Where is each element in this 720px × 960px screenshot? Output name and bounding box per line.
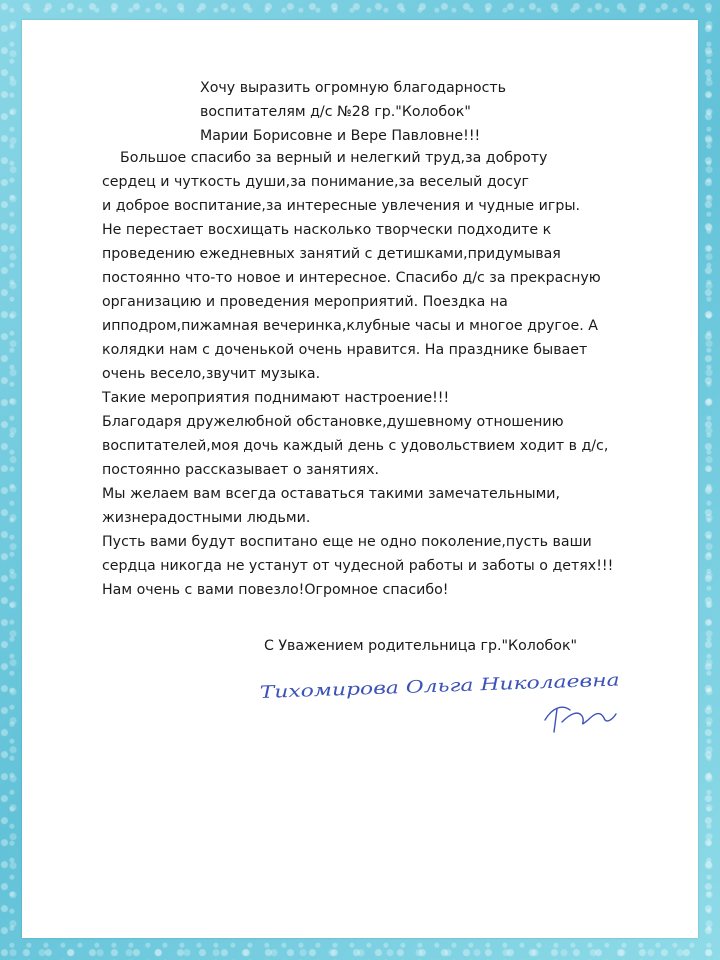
- body-line: ипподром,пижамная вечеринка,клубные часы и многое другое. А: [102, 318, 598, 334]
- heading-line: Хочу выразить огромную благодарность: [200, 80, 507, 96]
- body-line: сердец и чуткость души,за понимание,за веселый досуг: [102, 174, 529, 190]
- body-line: Большое спасибо за верный и нелегкий труд,за доброту: [102, 150, 548, 166]
- body-line: организацию и проведения мероприятий. Поездка на: [102, 294, 508, 310]
- body-line: Пусть вами будут воспитано еще не одно поколение,пусть ваши: [102, 534, 592, 550]
- body-line: Не перестает восхищать насколько творчески подходите к: [102, 222, 552, 238]
- signature-scribble-icon: [545, 707, 616, 732]
- handwritten-name: Тихомирова Ольга Николаевна: [259, 673, 541, 703]
- body-line: сердца никогда не устанут от чудесной работы и заботы о детях!!!: [102, 558, 614, 574]
- closing-line: С Уважением родительница гр."Колобок": [264, 638, 578, 654]
- body-line: воспитателей,моя дочь каждый день с удовольствием ходит в д/с,: [102, 438, 609, 454]
- heading-line: Марии Борисовне и Вере Павловне!!!: [200, 128, 481, 144]
- body-line: жизнерадостными людьми.: [102, 510, 311, 526]
- body-line: Такие мероприятия поднимают настроение!!!: [102, 390, 450, 406]
- letter-sheet: [22, 20, 698, 938]
- signature: [22, 20, 698, 938]
- body-line: проведению ежедневных занятий с детишками,придумывая: [102, 246, 561, 262]
- body-line: и доброе воспитание,за интересные увлечения и чудные игры.: [102, 198, 581, 214]
- body-line: колядки нам с доченькой очень нравится. На празднике бывает: [102, 342, 588, 358]
- body-line: Благодаря дружелюбной обстановке,душевному отношению: [102, 414, 564, 430]
- body-line: постоянно что-то новое и интересное. Спасибо д/с за прекрасную: [102, 270, 601, 286]
- body-line: Нам очень с вами повезло!Огромное спасибо!: [102, 582, 449, 598]
- body-line: Мы желаем вам всегда оставаться такими замечательными,: [102, 486, 561, 502]
- body-line: постоянно рассказывает о занятиях.: [102, 462, 380, 478]
- body-line: очень весело,звучит музыка.: [102, 366, 321, 382]
- heading-line: воспитателям д/с №28 гр."Колобок": [200, 104, 471, 120]
